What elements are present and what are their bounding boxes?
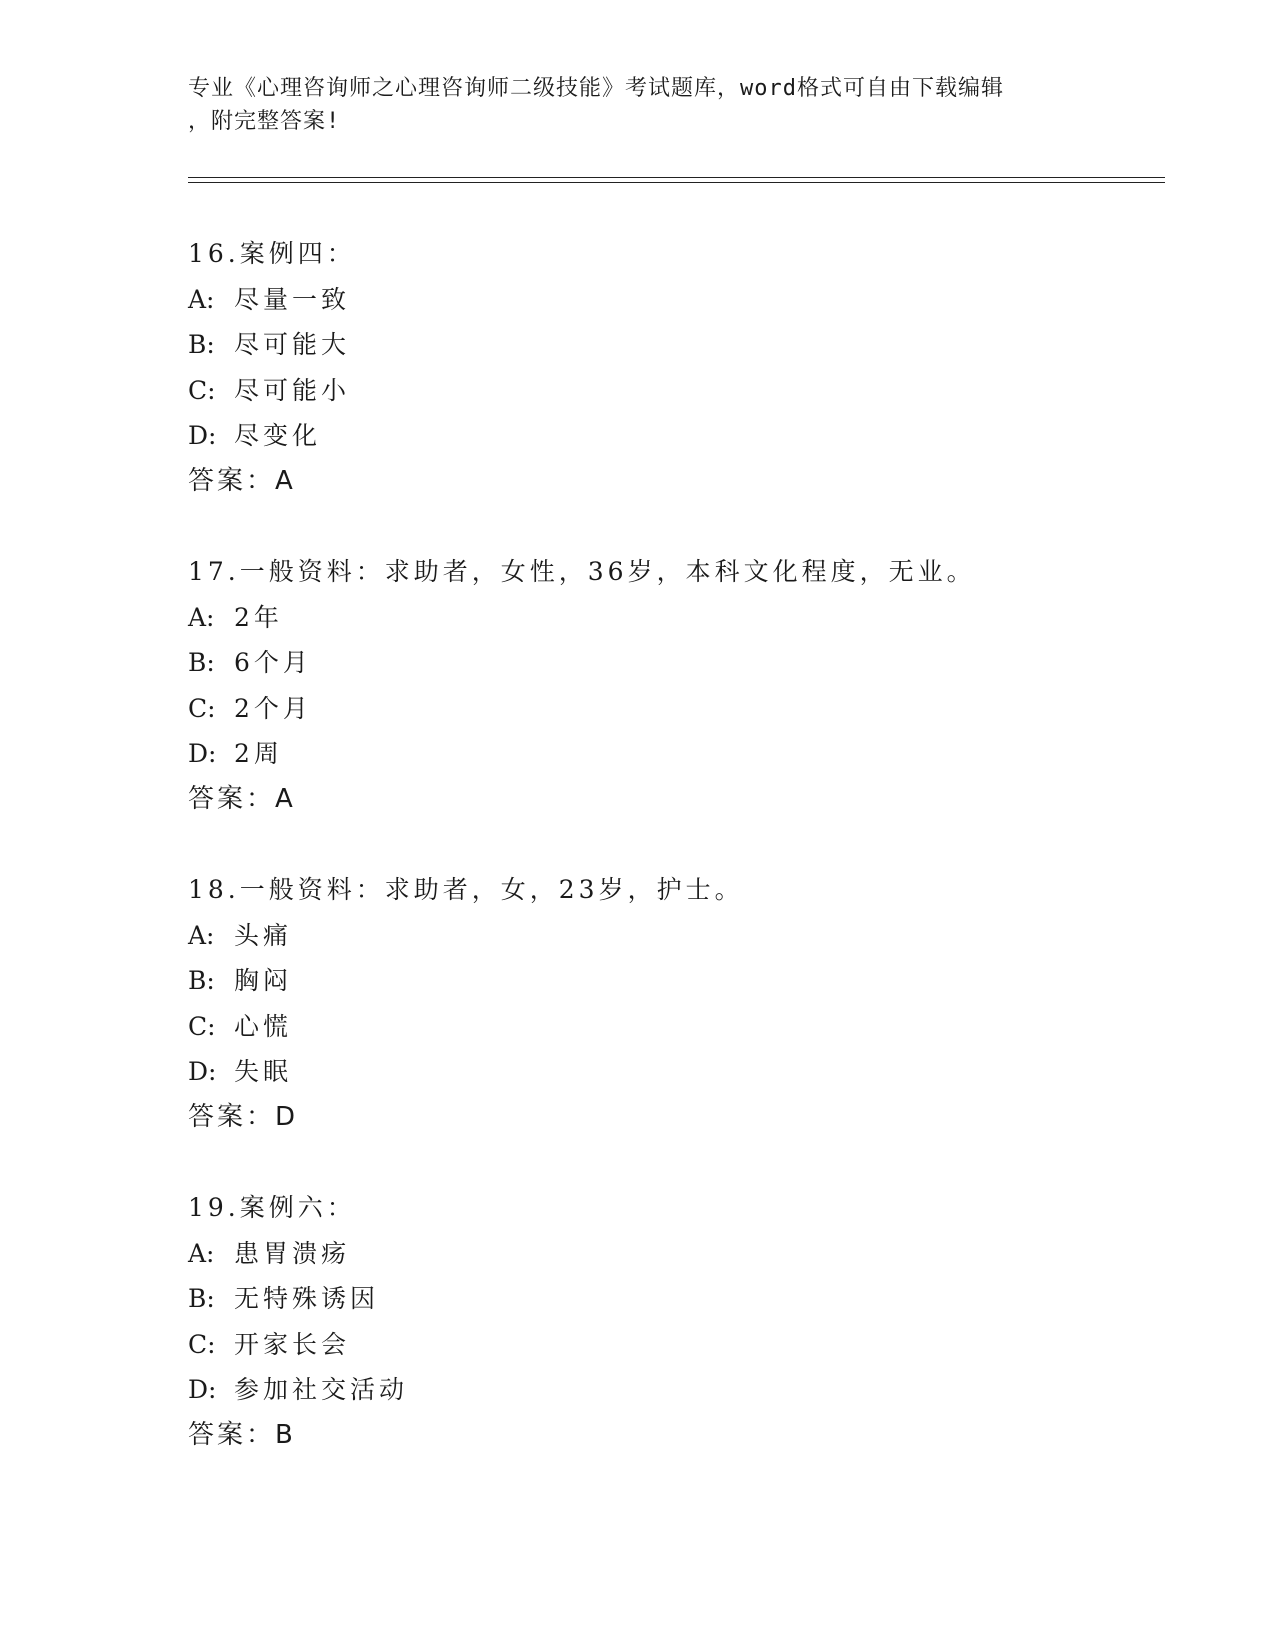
option-d — [188, 413, 1148, 459]
option-letter: D: — [188, 1057, 217, 1087]
option-text: 头痛 — [234, 920, 293, 950]
option-text: 失眠 — [234, 1057, 293, 1087]
option-letter: C: — [188, 693, 216, 723]
option-text: 无特殊诱因 — [234, 1284, 380, 1314]
answer-label: 答案：A — [188, 783, 296, 814]
answer-label: 答案：A — [188, 465, 296, 496]
option-letter: A: — [188, 1238, 215, 1268]
option-b — [188, 1276, 1148, 1322]
option-letter: B: — [188, 966, 215, 996]
option-c — [188, 686, 1148, 732]
option-letter: B: — [188, 648, 215, 678]
option-text: 胸闷 — [234, 966, 293, 996]
question-19 — [188, 1185, 1148, 1459]
header-line-1: 专业《心理咨询师之心理咨询师二级技能》考试题库，word格式可自由下载编辑 — [188, 76, 1004, 101]
option-text: 2个月 — [234, 693, 312, 723]
option-c — [188, 1322, 1148, 1368]
option-text: 心慌 — [234, 1011, 293, 1041]
option-d — [188, 731, 1148, 777]
question-18 — [188, 867, 1148, 1141]
document-header — [188, 72, 1088, 138]
option-letter: C: — [188, 1329, 216, 1359]
option-letter: D: — [188, 421, 217, 451]
option-letter: B: — [188, 330, 215, 360]
option-d — [188, 1049, 1148, 1095]
option-text: 尽可能大 — [234, 330, 351, 360]
option-text: 参加社交活动 — [234, 1375, 409, 1405]
answer-label: 答案：B — [188, 1419, 296, 1450]
option-letter: A: — [188, 602, 215, 632]
option-b — [188, 958, 1148, 1004]
question-17 — [188, 549, 1148, 823]
option-text: 开家长会 — [234, 1329, 351, 1359]
option-text: 2周 — [234, 739, 283, 769]
option-a — [188, 1231, 1148, 1277]
option-letter: A: — [188, 920, 215, 950]
option-b — [188, 322, 1148, 368]
option-letter: D: — [188, 739, 217, 769]
option-letter: D: — [188, 1375, 217, 1405]
question-stem: 18.一般资料：求助者，女，23岁，护士。 — [188, 875, 744, 904]
option-letter: C: — [188, 1011, 216, 1041]
option-text: 尽可能小 — [234, 375, 351, 405]
option-text: 尽量一致 — [234, 284, 351, 314]
header-divider-top — [188, 177, 1165, 178]
option-letter: A: — [188, 284, 215, 314]
option-c — [188, 1004, 1148, 1050]
option-text: 患胃溃疡 — [234, 1238, 351, 1268]
option-text: 6个月 — [234, 648, 312, 678]
option-a — [188, 277, 1148, 323]
question-stem: 16.案例四： — [188, 239, 356, 268]
option-text: 尽变化 — [234, 421, 322, 451]
header-line-2: ，附完整答案! — [188, 109, 341, 134]
question-stem: 17.一般资料：求助者，女性，36岁，本科文化程度，无业。 — [188, 557, 976, 586]
option-letter: B: — [188, 1284, 215, 1314]
question-16 — [188, 231, 1148, 505]
option-letter: C: — [188, 375, 216, 405]
header-divider-bottom — [188, 182, 1165, 183]
option-a — [188, 913, 1148, 959]
option-text: 2年 — [234, 602, 283, 632]
option-c — [188, 368, 1148, 414]
question-stem: 19.案例六： — [188, 1193, 356, 1222]
option-d — [188, 1367, 1148, 1413]
option-a — [188, 595, 1148, 641]
option-b — [188, 640, 1148, 686]
answer-label: 答案：D — [188, 1101, 299, 1132]
